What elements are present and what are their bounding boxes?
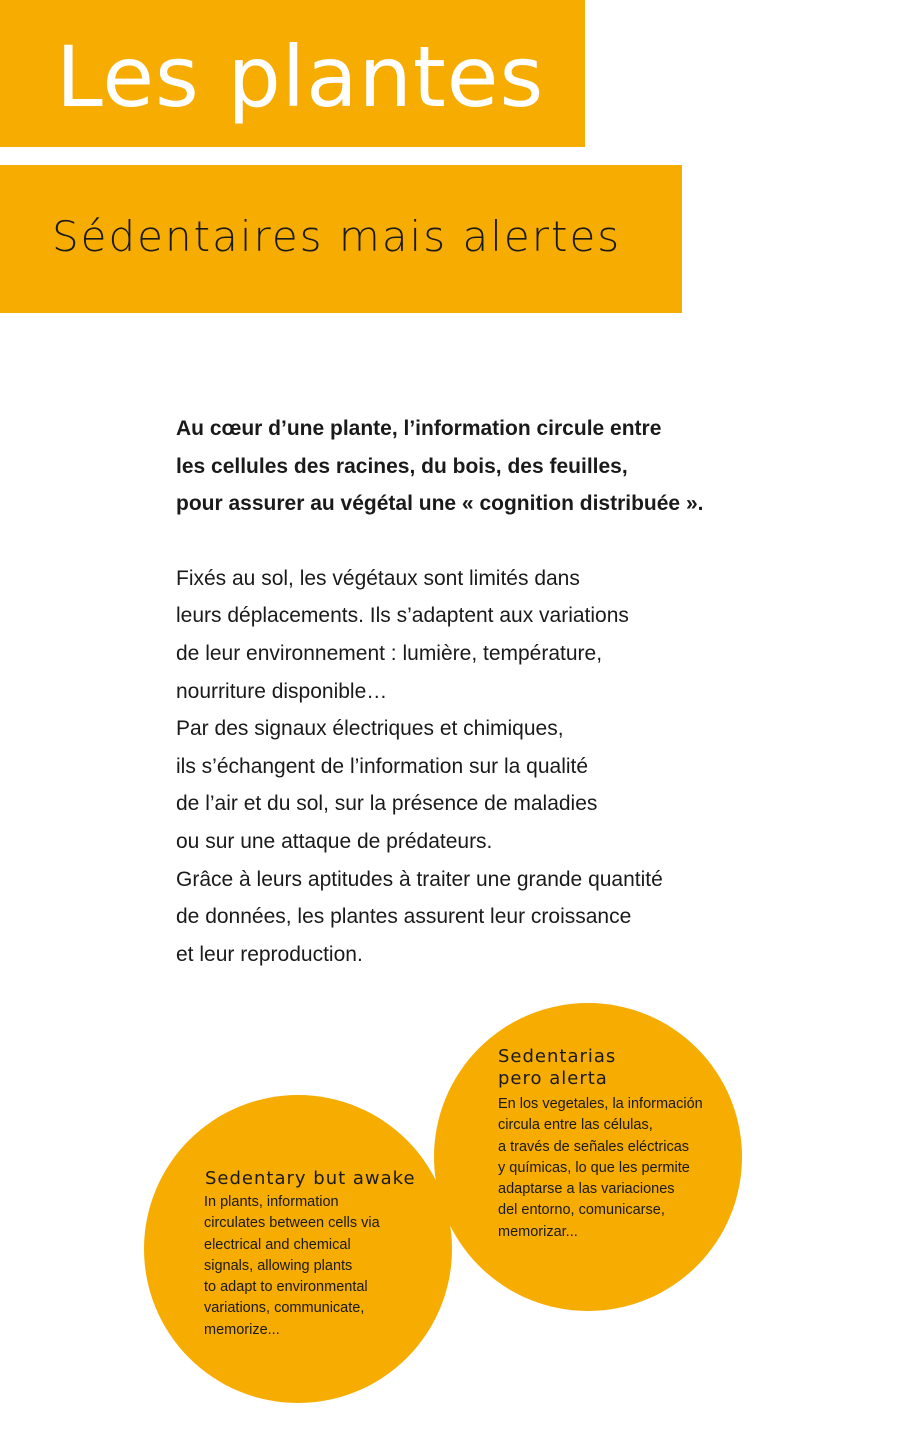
spanish-summary-title bbox=[498, 1046, 616, 1090]
spanish-summary-line: adaptarse a las variaciones bbox=[498, 1181, 675, 1198]
lead-line: Au cœur d’une plante, l’information circule entre bbox=[176, 417, 662, 440]
page-subtitle: Sédentaires mais alertes bbox=[52, 212, 622, 261]
spanish-summary-line: del entorno, comunicarse, bbox=[498, 1202, 665, 1219]
body-line: Grâce à leurs aptitudes à traiter une grande quantité bbox=[176, 867, 663, 891]
body-line: ils s’échangent de l’information sur la qualité bbox=[176, 754, 589, 778]
body-line: et leur reproduction. bbox=[176, 942, 363, 966]
lead-line: pour assurer au végétal une « cognition distribuée ». bbox=[176, 492, 704, 516]
english-summary-title: Sedentary but awake bbox=[205, 1168, 416, 1189]
spanish-summary-line: En los vegetales, la información bbox=[498, 1096, 703, 1112]
page-title: Les plantes bbox=[56, 28, 545, 126]
english-summary-line: In plants, information bbox=[204, 1194, 339, 1210]
body-line: ou sur une attaque de prédateurs. bbox=[176, 829, 493, 853]
english-summary-line: signals, allowing plants bbox=[204, 1257, 353, 1274]
english-summary-line: circulates between cells via bbox=[204, 1215, 380, 1232]
english-summary-text bbox=[204, 1192, 380, 1341]
spanish-summary-line: memorizar... bbox=[498, 1223, 578, 1240]
body-paragraph bbox=[176, 560, 816, 974]
spanish-title-line: Sedentarias bbox=[498, 1046, 617, 1067]
english-summary-line: electrical and chemical bbox=[204, 1236, 351, 1253]
spanish-summary-text bbox=[498, 1094, 703, 1243]
body-line: de l’air et du sol, sur la présence de maladies bbox=[176, 792, 598, 816]
lead-paragraph bbox=[176, 410, 816, 523]
spanish-summary-line: circula entre las células, bbox=[498, 1117, 653, 1134]
english-summary-line: to adapt to environmental bbox=[204, 1279, 368, 1296]
english-summary-line: variations, communicate, bbox=[204, 1300, 365, 1317]
spanish-summary-line: y químicas, lo que les permite bbox=[498, 1159, 690, 1176]
lead-line: les cellules des racines, du bois, des feuilles, bbox=[176, 454, 628, 478]
title-band bbox=[0, 0, 585, 147]
main-text bbox=[176, 410, 816, 973]
body-line: nourriture disponible… bbox=[176, 679, 388, 703]
body-line: Fixés au sol, les végétaux sont limités dans bbox=[176, 566, 580, 590]
body-line: Par des signaux électriques et chimiques, bbox=[176, 717, 564, 741]
body-line: de données, les plantes assurent leur croissance bbox=[176, 905, 632, 929]
spanish-title-line: pero alerta bbox=[498, 1068, 608, 1089]
spanish-summary-line: a través de señales eléctricas bbox=[498, 1138, 690, 1155]
english-summary-line: memorize... bbox=[204, 1321, 280, 1338]
subtitle-band bbox=[0, 165, 682, 313]
body-line: de leur environnement : lumière, température, bbox=[176, 641, 603, 665]
body-line: leurs déplacements. Ils s’adaptent aux variations bbox=[176, 604, 629, 628]
